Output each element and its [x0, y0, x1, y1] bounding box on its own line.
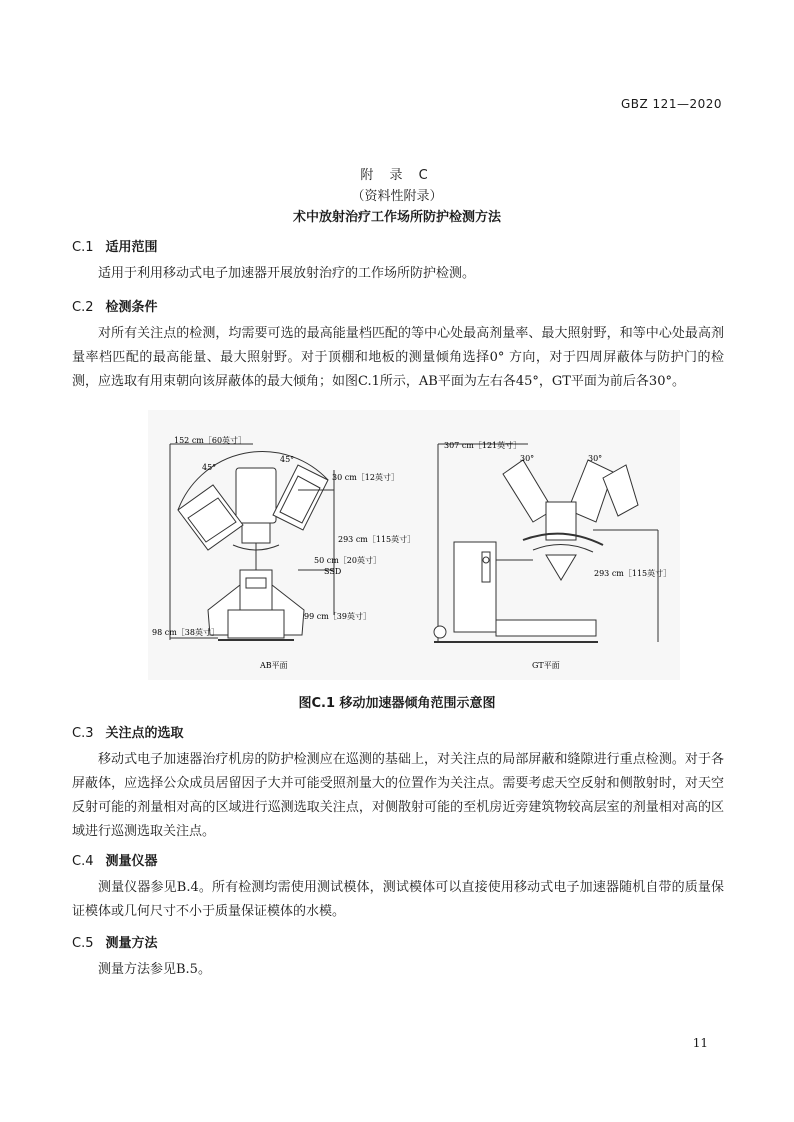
- appendix-label: 附 录 C: [360, 168, 434, 183]
- figure-drawing: [148, 410, 680, 680]
- ab-height-dim-label: 293 cm［115英寸］: [338, 535, 416, 544]
- section-body-c1: 适用于利用移动式电子加速器开展放射治疗的工作场所防护检测。: [98, 266, 476, 281]
- section-heading-c4: [72, 850, 158, 869]
- ab-angle-left-label: 45°: [202, 463, 217, 472]
- standard-code: GBZ 121—2020: [620, 97, 722, 111]
- section-title: 测量方法: [105, 936, 158, 951]
- section-heading-c1: [72, 236, 158, 255]
- section-title: 关注点的选取: [105, 726, 184, 741]
- section-body-c2: 对所有关注点的检测，均需要可选的最高能量档匹配的等中心处最高剂量率、最大照射野，和等中心处最高剂量率档匹配的最高能量、最大照射野。对于顶棚和地板的测量倾角选择0° 方向，对于四周屏蔽体与防护门的检测，应选取有用束朝向该屏蔽体的最大倾角；如图C.1所示，AB平面为左右各45°，GT平面为前后各30°。: [72, 326, 724, 389]
- ab-angle-right-label: 45°: [280, 455, 295, 464]
- ab-base-width-dim-label: 98 cm［38英寸］: [152, 628, 219, 637]
- appendix-type: （资料性附录）: [351, 189, 443, 204]
- section-number: C.5: [72, 936, 94, 951]
- ab-head-dim-label: 30 cm［12英寸］: [332, 473, 399, 482]
- section-body-c4: 测量仪器参见B.4。所有检测均需使用测试模体，测试模体可以直接使用移动式电子加速器随机自带的质量保证模体或几何尺寸不小于质量保证模体的水模。: [72, 880, 724, 919]
- section-title: 检测条件: [105, 300, 158, 315]
- gt-plane-label: GT平面: [532, 661, 560, 670]
- appendix-title: 术中放射治疗工作场所防护检测方法: [292, 210, 501, 225]
- section-number: C.3: [72, 726, 94, 741]
- figure-c1: [148, 410, 680, 680]
- section-body-c5: 测量方法参见B.5。: [98, 962, 211, 977]
- ab-base-height-dim-label: 99 cm［39英寸］: [304, 612, 371, 621]
- figure-caption: 图C.1 移动加速器倾角范围示意图: [298, 696, 496, 711]
- gt-angle-left-label: 30°: [520, 454, 535, 463]
- ab-ssd-dim-label: 50 cm［20英寸］: [314, 556, 381, 565]
- section-number: C.1: [72, 240, 94, 255]
- section-number: C.4: [72, 854, 94, 869]
- section-heading-c2: [72, 296, 158, 315]
- section-number: C.2: [72, 300, 94, 315]
- ab-plane-label: AB平面: [260, 661, 288, 670]
- section-body-c3: 移动式电子加速器治疗机房的防护检测应在巡测的基础上，对关注点的局部屏蔽和缝隙进行重点检测。对于各屏蔽体，应选择公众成员居留因子大并可能受照剂量大的位置作为关注点。需要考虑天空反射和侧散射时，对天空反射可能的剂量相对高的区域进行巡测选取关注点，对侧散射可能的至机房近旁建筑物较高层室的剂量相对高的区域进行巡测选取关注点。: [72, 752, 724, 839]
- page-number: 11: [692, 1036, 708, 1050]
- gt-height-dim-label: 293 cm［115英寸］: [594, 569, 672, 578]
- section-title: 适用范围: [105, 240, 158, 255]
- ab-width-dim-label: 152 cm［60英寸］: [174, 436, 247, 445]
- section-heading-c5: [72, 932, 158, 951]
- section-heading-c3: [72, 722, 184, 741]
- gt-angle-right-label: 30°: [588, 454, 603, 463]
- ab-ssd-label: SSD: [324, 567, 342, 576]
- section-title: 测量仪器: [105, 854, 158, 869]
- gt-width-dim-label: 307 cm［121英寸］: [444, 441, 522, 450]
